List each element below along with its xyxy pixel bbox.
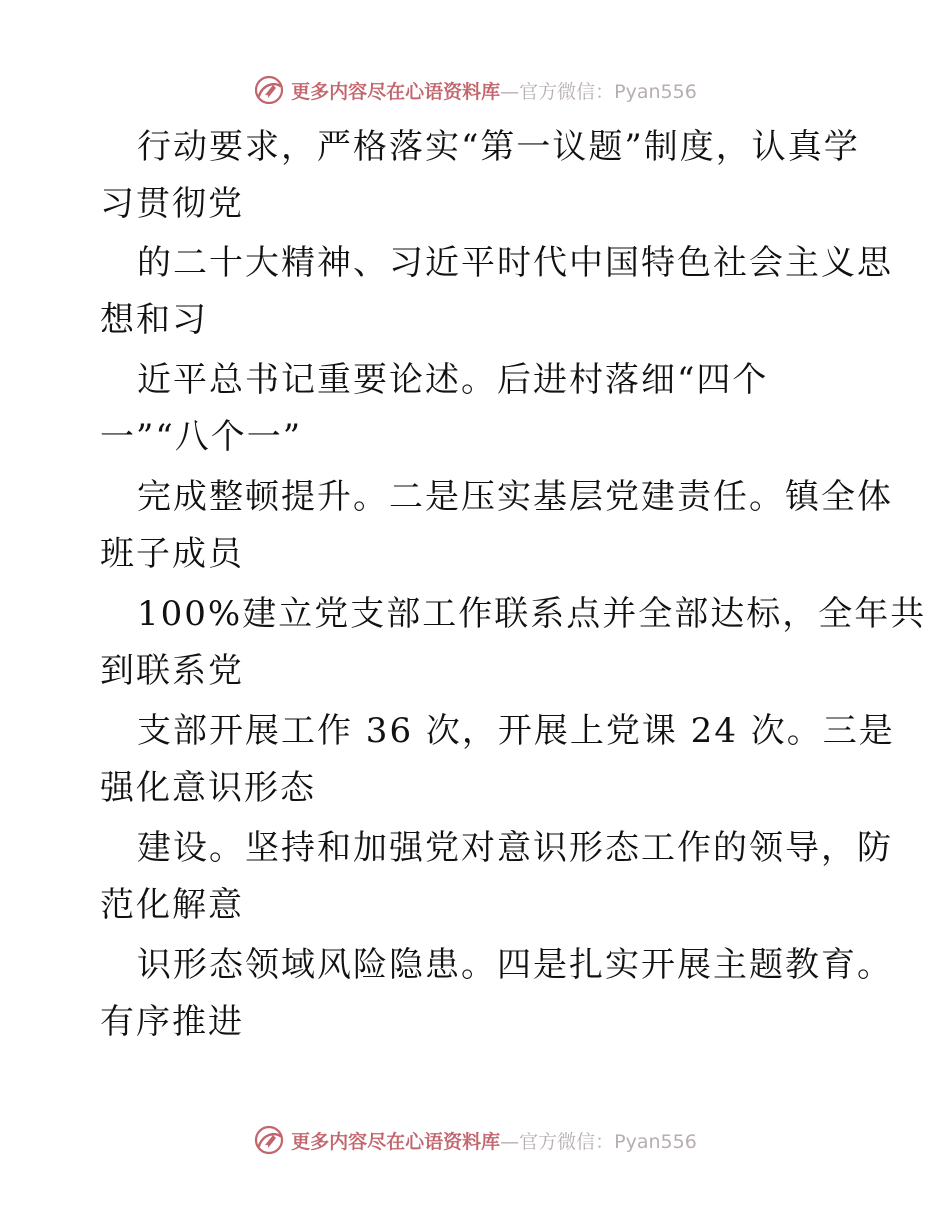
header-separator: — bbox=[500, 80, 520, 103]
footer-banner-text bbox=[291, 1127, 697, 1154]
body-line-12: 强化意识形态 bbox=[100, 768, 316, 808]
footer-contact-text: 官方微信：Pyan556 bbox=[519, 1130, 697, 1153]
footer-separator: — bbox=[500, 1130, 520, 1153]
body-line-6: 一”“八个一” bbox=[100, 417, 303, 457]
body-line-10: 到联系党 bbox=[100, 651, 244, 691]
pen-nib-swirl-icon bbox=[253, 1124, 285, 1156]
body-line-2: 习贯彻党 bbox=[100, 184, 244, 224]
header-banner bbox=[0, 70, 950, 110]
footer-banner bbox=[0, 1120, 950, 1160]
body-line-11: 支部开展工作 36 次，开展上党课 24 次。三是 bbox=[137, 711, 895, 751]
body-line-3: 的二十大精神、习近平时代中国特色社会主义思 bbox=[137, 243, 893, 283]
body-line-9: 100%建立党支部工作联系点并全部达标，全年共 bbox=[137, 594, 927, 634]
body-line-13: 建设。坚持和加强党对意识形态工作的领导，防 bbox=[137, 828, 893, 868]
footer-site-text: 更多内容尽在心语资料库 bbox=[291, 1130, 501, 1153]
header-contact-text: 官方微信：Pyan556 bbox=[519, 80, 697, 103]
body-line-8: 班子成员 bbox=[100, 534, 244, 574]
header-banner-text bbox=[291, 77, 697, 104]
body-line-7: 完成整顿提升。二是压实基层党建责任。镇全体 bbox=[137, 477, 893, 517]
body-line-16: 有序推进 bbox=[100, 1002, 244, 1042]
body-line-5: 近平总书记重要论述。后进村落细“四个 bbox=[137, 360, 769, 400]
body-line-15: 识形态领域风险隐患。四是扎实开展主题教育。 bbox=[137, 945, 893, 985]
body-line-1: 行动要求，严格落实“第一议题”制度，认真学 bbox=[137, 127, 860, 167]
pen-nib-swirl-icon bbox=[253, 74, 285, 106]
body-line-4: 想和习 bbox=[100, 300, 208, 340]
body-line-14: 范化解意 bbox=[100, 885, 244, 925]
header-site-text: 更多内容尽在心语资料库 bbox=[291, 80, 501, 103]
